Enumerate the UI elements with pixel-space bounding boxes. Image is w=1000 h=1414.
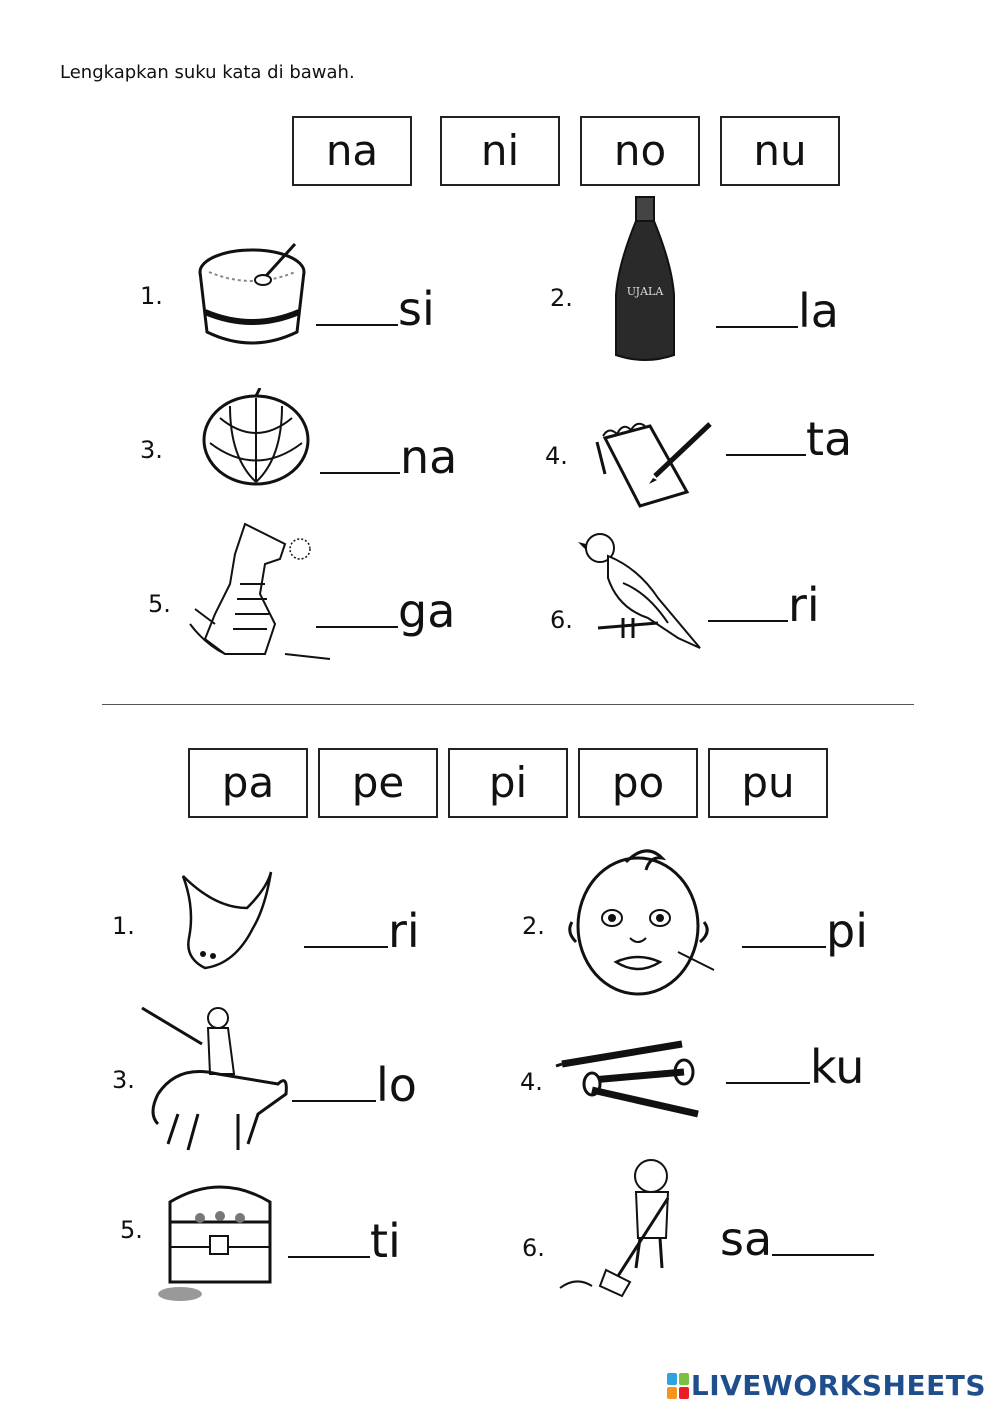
answer-blank[interactable] [726, 1082, 810, 1084]
polo-player-picture [138, 1004, 288, 1154]
syllable-suffix: la [798, 284, 839, 338]
dragon-picture [185, 514, 335, 660]
nails-picture [552, 1028, 702, 1120]
answer-line [708, 578, 820, 632]
syllable-suffix: pi [826, 904, 868, 958]
answer-line [316, 282, 435, 336]
answer-blank[interactable] [772, 1254, 874, 1256]
syllable-suffix: si [398, 282, 435, 336]
item-number: 1. [112, 912, 135, 940]
syllable-suffix: lo [376, 1058, 417, 1112]
bottle-picture [612, 195, 677, 365]
answer-blank[interactable] [316, 626, 398, 628]
answer-line [288, 1214, 401, 1268]
answer-line [726, 1040, 864, 1094]
answer-line [292, 1058, 417, 1112]
answer-blank[interactable] [708, 620, 788, 622]
bottle-label: UJALA [626, 285, 664, 298]
instruction-text: Lengkapkan suku kata di bawah. [60, 62, 355, 83]
item-number: 3. [140, 436, 163, 464]
item-number: 6. [550, 606, 573, 634]
syllable-box: pe [318, 748, 438, 818]
syllable-box: pa [188, 748, 308, 818]
syllable-box: no [580, 116, 700, 186]
item-number: 5. [148, 590, 171, 618]
section-divider [102, 704, 914, 705]
custard-apple-picture [200, 388, 312, 488]
syllable-suffix: na [400, 430, 458, 484]
syllable-box: na [292, 116, 412, 186]
liveworksheets-logo [667, 1369, 986, 1402]
answer-line [320, 430, 457, 484]
answer-blank[interactable] [716, 326, 798, 328]
bird-picture [578, 528, 704, 654]
answer-line [304, 904, 420, 958]
syllable-suffix: ri [788, 578, 820, 632]
item-number: 2. [550, 284, 573, 312]
answer-blank[interactable] [316, 324, 398, 326]
item-number: 2. [522, 912, 545, 940]
stingray-picture [175, 868, 275, 972]
logo-text: LIVEWORKSHEETS [690, 1369, 986, 1402]
syllable-box: po [578, 748, 698, 818]
syllable-suffix: ga [398, 584, 456, 638]
answer-line [720, 1212, 874, 1266]
syllable-suffix: ku [810, 1040, 865, 1094]
answer-blank[interactable] [726, 454, 806, 456]
answer-blank[interactable] [288, 1256, 370, 1258]
item-number: 1. [140, 282, 163, 310]
answer-blank[interactable] [292, 1100, 376, 1102]
item-number: 3. [112, 1066, 135, 1094]
syllable-box: pu [708, 748, 828, 818]
syllable-prefix: sa [720, 1212, 773, 1266]
liveworksheets-badge-icon [667, 1373, 691, 1399]
answer-line [316, 584, 455, 638]
item-number: 4. [520, 1068, 543, 1096]
syllable-suffix: ri [388, 904, 420, 958]
treasure-chest-picture [150, 1172, 280, 1306]
boy-sweeping-picture [556, 1158, 706, 1298]
notepad-pencil-picture [595, 418, 717, 514]
answer-blank[interactable] [742, 946, 826, 948]
syllable-suffix: ta [806, 412, 853, 466]
item-number: 4. [545, 442, 568, 470]
syllable-box: nu [720, 116, 840, 186]
face-picture [566, 842, 716, 1000]
syllable-box: pi [448, 748, 568, 818]
answer-blank[interactable] [320, 472, 400, 474]
item-number: 5. [120, 1216, 143, 1244]
syllable-box: ni [440, 116, 560, 186]
answer-blank[interactable] [304, 946, 388, 948]
rice-bowl-picture [195, 232, 310, 357]
answer-line [742, 904, 868, 958]
syllable-suffix: ti [370, 1214, 401, 1268]
item-number: 6. [522, 1234, 545, 1262]
answer-line [716, 284, 839, 338]
answer-line [726, 412, 852, 466]
